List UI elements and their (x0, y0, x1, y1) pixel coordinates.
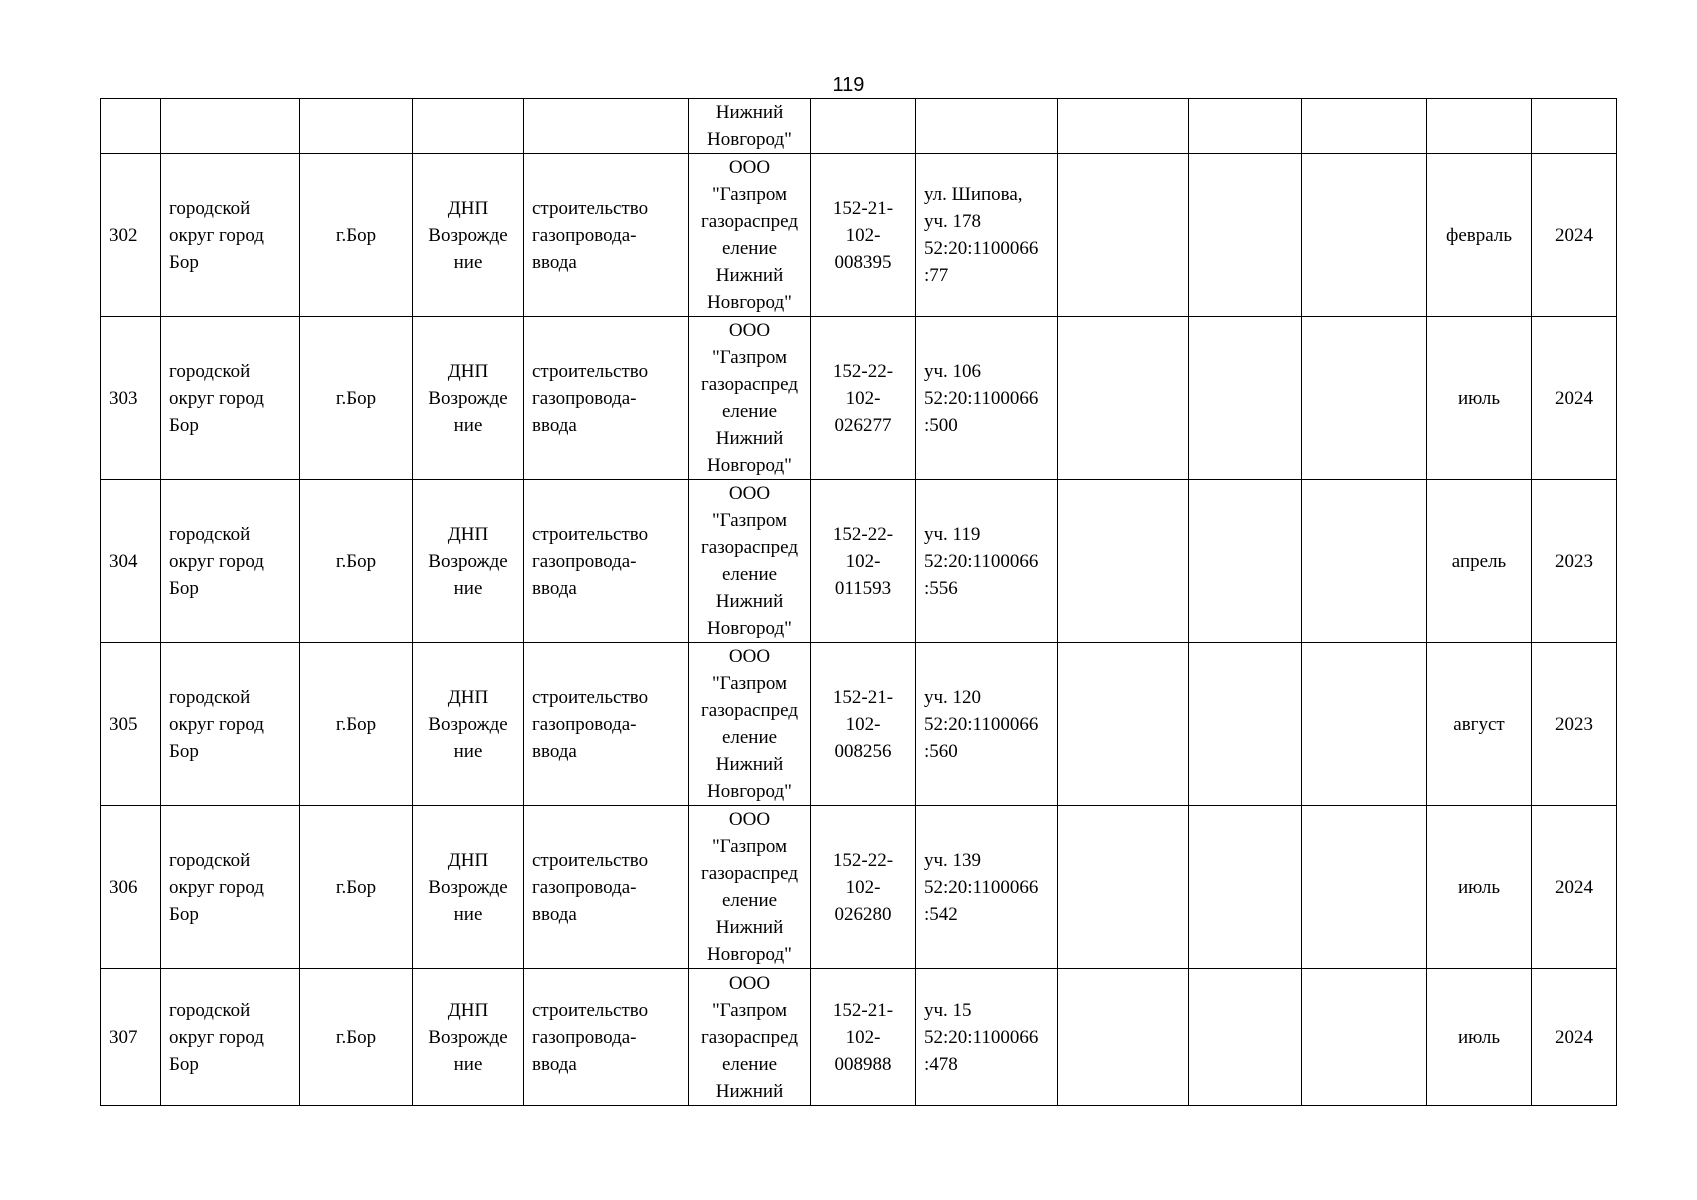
cell-row-number: 305 (101, 643, 161, 806)
cell-empty (1058, 154, 1189, 317)
cell-empty (1189, 317, 1302, 480)
cell-empty (1302, 969, 1427, 1106)
cell-application-code: 152-21- 102- 008256 (811, 643, 916, 806)
cell-row-number: 303 (101, 317, 161, 480)
cell-settlement: ДНП Возрожде ние (413, 969, 524, 1106)
cell-empty (1189, 99, 1302, 154)
cell-work-type: строительство газопровода- ввода (524, 480, 689, 643)
cell-empty (1058, 99, 1189, 154)
cell-application-code: 152-22- 102- 026280 (811, 806, 916, 969)
cell-year: 2023 (1532, 480, 1617, 643)
cell-city: г.Бор (300, 317, 413, 480)
table-body (101, 99, 1617, 1106)
cell-city: г.Бор (300, 806, 413, 969)
cell-district: городской округ город Бор (161, 317, 300, 480)
cell-organization: ООО "Газпром газораспред еление Нижний Новгород" (689, 480, 811, 643)
cell-district: городской округ город Бор (161, 154, 300, 317)
cell-year: 2023 (1532, 643, 1617, 806)
cell-row-number: 304 (101, 480, 161, 643)
cell-empty (524, 99, 689, 154)
cell-empty (1427, 99, 1532, 154)
cell-empty (413, 99, 524, 154)
table-row (101, 480, 1617, 643)
cell-empty (1058, 643, 1189, 806)
cell-organization: Нижний Новгород" (689, 99, 811, 154)
cell-month: июль (1427, 969, 1532, 1106)
table-row (101, 317, 1617, 480)
cell-district: городской округ город Бор (161, 480, 300, 643)
table-row-continuation (101, 99, 1617, 154)
cell-month: февраль (1427, 154, 1532, 317)
cell-city: г.Бор (300, 643, 413, 806)
cell-application-code: 152-22- 102- 011593 (811, 480, 916, 643)
cell-year: 2024 (1532, 969, 1617, 1106)
page-number: 119 (832, 74, 865, 96)
cell-month: август (1427, 643, 1532, 806)
cell-settlement: ДНП Возрожде ние (413, 154, 524, 317)
cell-city: г.Бор (300, 154, 413, 317)
cell-address: ул. Шипова, уч. 178 52:20:1100066 :77 (916, 154, 1058, 317)
cell-year: 2024 (1532, 806, 1617, 969)
registry-table (100, 98, 1617, 1106)
cell-month: июль (1427, 317, 1532, 480)
table-row (101, 643, 1617, 806)
cell-row-number: 307 (101, 969, 161, 1106)
cell-organization: ООО "Газпром газораспред еление Нижний Новгород" (689, 317, 811, 480)
cell-month: апрель (1427, 480, 1532, 643)
cell-settlement: ДНП Возрожде ние (413, 317, 524, 480)
cell-address: уч. 15 52:20:1100066 :478 (916, 969, 1058, 1106)
cell-empty (1302, 154, 1427, 317)
cell-year: 2024 (1532, 317, 1617, 480)
cell-address: уч. 120 52:20:1100066 :560 (916, 643, 1058, 806)
cell-empty (1189, 154, 1302, 317)
cell-work-type: строительство газопровода- ввода (524, 643, 689, 806)
cell-row-number: 306 (101, 806, 161, 969)
cell-empty (916, 99, 1058, 154)
cell-work-type: строительство газопровода- ввода (524, 969, 689, 1106)
cell-empty (1302, 643, 1427, 806)
cell-application-code: 152-22- 102- 026277 (811, 317, 916, 480)
cell-district: городской округ город Бор (161, 806, 300, 969)
cell-application-code: 152-21- 102- 008395 (811, 154, 916, 317)
cell-city: г.Бор (300, 480, 413, 643)
cell-address: уч. 139 52:20:1100066 :542 (916, 806, 1058, 969)
cell-district: городской округ город Бор (161, 969, 300, 1106)
cell-row-number: 302 (101, 154, 161, 317)
cell-year: 2024 (1532, 154, 1617, 317)
cell-settlement: ДНП Возрожде ние (413, 643, 524, 806)
table-row (101, 154, 1617, 317)
cell-empty (1302, 317, 1427, 480)
cell-empty (1302, 99, 1427, 154)
cell-empty (1189, 806, 1302, 969)
cell-empty (1058, 480, 1189, 643)
cell-organization: ООО "Газпром газораспред еление Нижний Новгород" (689, 643, 811, 806)
table-row (101, 806, 1617, 969)
cell-empty (1058, 969, 1189, 1106)
cell-work-type: строительство газопровода- ввода (524, 806, 689, 969)
cell-address: уч. 119 52:20:1100066 :556 (916, 480, 1058, 643)
cell-month: июль (1427, 806, 1532, 969)
cell-empty (101, 99, 161, 154)
cell-address: уч. 106 52:20:1100066 :500 (916, 317, 1058, 480)
cell-empty (161, 99, 300, 154)
cell-settlement: ДНП Возрожде ние (413, 806, 524, 969)
cell-empty (1189, 480, 1302, 643)
cell-empty (1058, 806, 1189, 969)
cell-empty (1189, 643, 1302, 806)
cell-district: городской округ город Бор (161, 643, 300, 806)
cell-organization: ООО "Газпром газораспред еление Нижний (689, 969, 811, 1106)
cell-organization: ООО "Газпром газораспред еление Нижний Новгород" (689, 154, 811, 317)
cell-empty (1189, 969, 1302, 1106)
cell-settlement: ДНП Возрожде ние (413, 480, 524, 643)
cell-work-type: строительство газопровода- ввода (524, 317, 689, 480)
cell-organization: ООО "Газпром газораспред еление Нижний Новгород" (689, 806, 811, 969)
table-row (101, 969, 1617, 1106)
cell-empty (1058, 317, 1189, 480)
cell-empty (300, 99, 413, 154)
cell-empty (1532, 99, 1617, 154)
cell-empty (1302, 806, 1427, 969)
cell-empty (1302, 480, 1427, 643)
cell-empty (811, 99, 916, 154)
cell-city: г.Бор (300, 969, 413, 1106)
cell-application-code: 152-21- 102- 008988 (811, 969, 916, 1106)
cell-work-type: строительство газопровода- ввода (524, 154, 689, 317)
